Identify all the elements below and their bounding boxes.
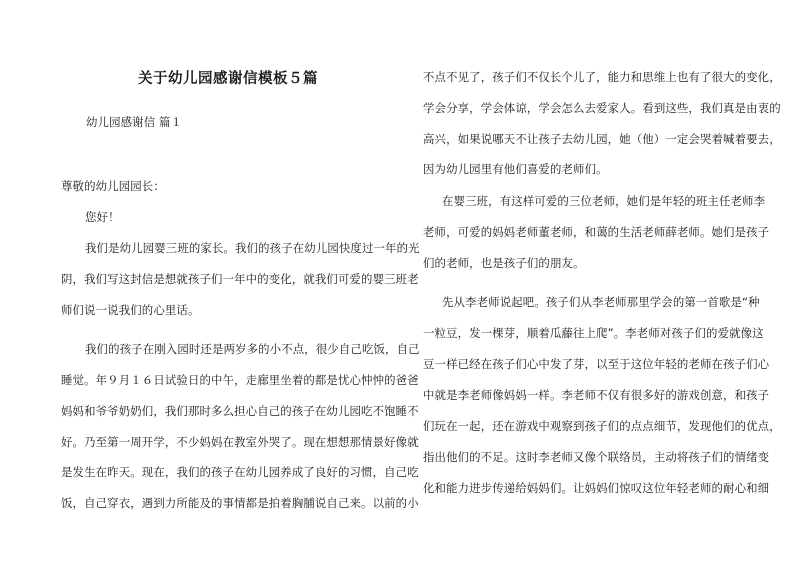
paragraph-line: 一粒豆，发一棵芽，顺着瓜藤往上爬”。李老师对孩子们的爱就像这	[423, 326, 764, 340]
paragraph-line: 妈妈和爷爷奶奶们，我们那时多么担心自己的孩子在幼儿园吃不饱睡不	[61, 404, 419, 418]
paragraph-line: 们的老师，也是孩子们的朋友。	[423, 256, 585, 270]
paragraph-line: 我们的孩子在刚入园时还是两岁多的小不点，很少自己吃饭，自己	[85, 342, 420, 356]
paragraph-line: 阴，我们写这封信是想就孩子们一年中的变化，就我们可爱的婴三班老	[61, 272, 419, 286]
paragraph-line: 先从李老师说起吧。孩子们从李老师那里学会的第一首歌是“种	[442, 295, 760, 309]
paragraph-line: 睡觉。年９月１６日试验日的中午，走廊里坐着的都是忧心忡忡的爸爸	[61, 373, 419, 387]
salutation: 尊敬的幼儿园园长：	[61, 179, 165, 193]
paragraph-line: 在婴三班，有这样可爱的三位老师，她们是年轻的班主任老师李	[442, 194, 766, 208]
paragraph-line: 不点不见了，孩子们不仅长个儿了，能力和思维上也有了很大的变化，	[423, 70, 781, 84]
document-title: 关于幼儿园感谢信模板５篇	[138, 70, 318, 87]
paragraph-line: 学会分享，学会体谅，学会怎么去爱家人。看到这些，我们真是由衷的	[423, 101, 781, 115]
paragraph-line: 因为幼儿园里有他们喜爱的老师们。	[423, 162, 608, 176]
paragraph-line: 老师，可爱的妈妈老师董老师，和蔼的生活老师薛老师。她们是孩子	[423, 225, 770, 239]
paragraph-line: 们玩在一起，还在游戏中观察到孩子们的点点细节，发现他们的优点，	[423, 419, 781, 433]
paragraph-line: 是发生在昨天。现在，我们的孩子在幼儿园养成了良好的习惯，自己吃	[61, 465, 419, 479]
paragraph-line: 中就是李老师像妈妈一样。李老师不仅有很多好的游戏创意，和孩子	[423, 388, 770, 402]
paragraph-line: 好。乃至第一周开学，不少妈妈在教室外哭了。现在想想那情景好像就	[61, 435, 419, 449]
paragraph-line: 师们说一说我们的心里话。	[61, 303, 200, 317]
paragraph-line: 高兴，如果说哪天不让孩子去幼儿园，她（他）一定会哭着喊着要去，	[423, 132, 781, 146]
document-subtitle: 幼儿园感谢信 篇１	[86, 115, 183, 129]
paragraph-line: 指出他们的不足。这时李老师又像个联络员，主动将孩子们的情绪变	[423, 450, 770, 464]
greeting: 您好！	[85, 210, 120, 224]
paragraph-line: 化和能力进步传递给妈妈们。让妈妈们惊叹这位年轻老师的耐心和细	[423, 481, 770, 495]
paragraph-line: 饭，自己穿衣，遇到力所能及的事情都是拍着胸脯说自己来。以前的小	[61, 496, 419, 510]
paragraph-line: 豆一样已经在孩子们心中发了芽，以至于这位年轻的老师在孩子们心	[423, 357, 770, 371]
paragraph-line: 我们是幼儿园婴三班的家长。我们的孩子在幼儿园快度过一年的光	[85, 241, 420, 255]
